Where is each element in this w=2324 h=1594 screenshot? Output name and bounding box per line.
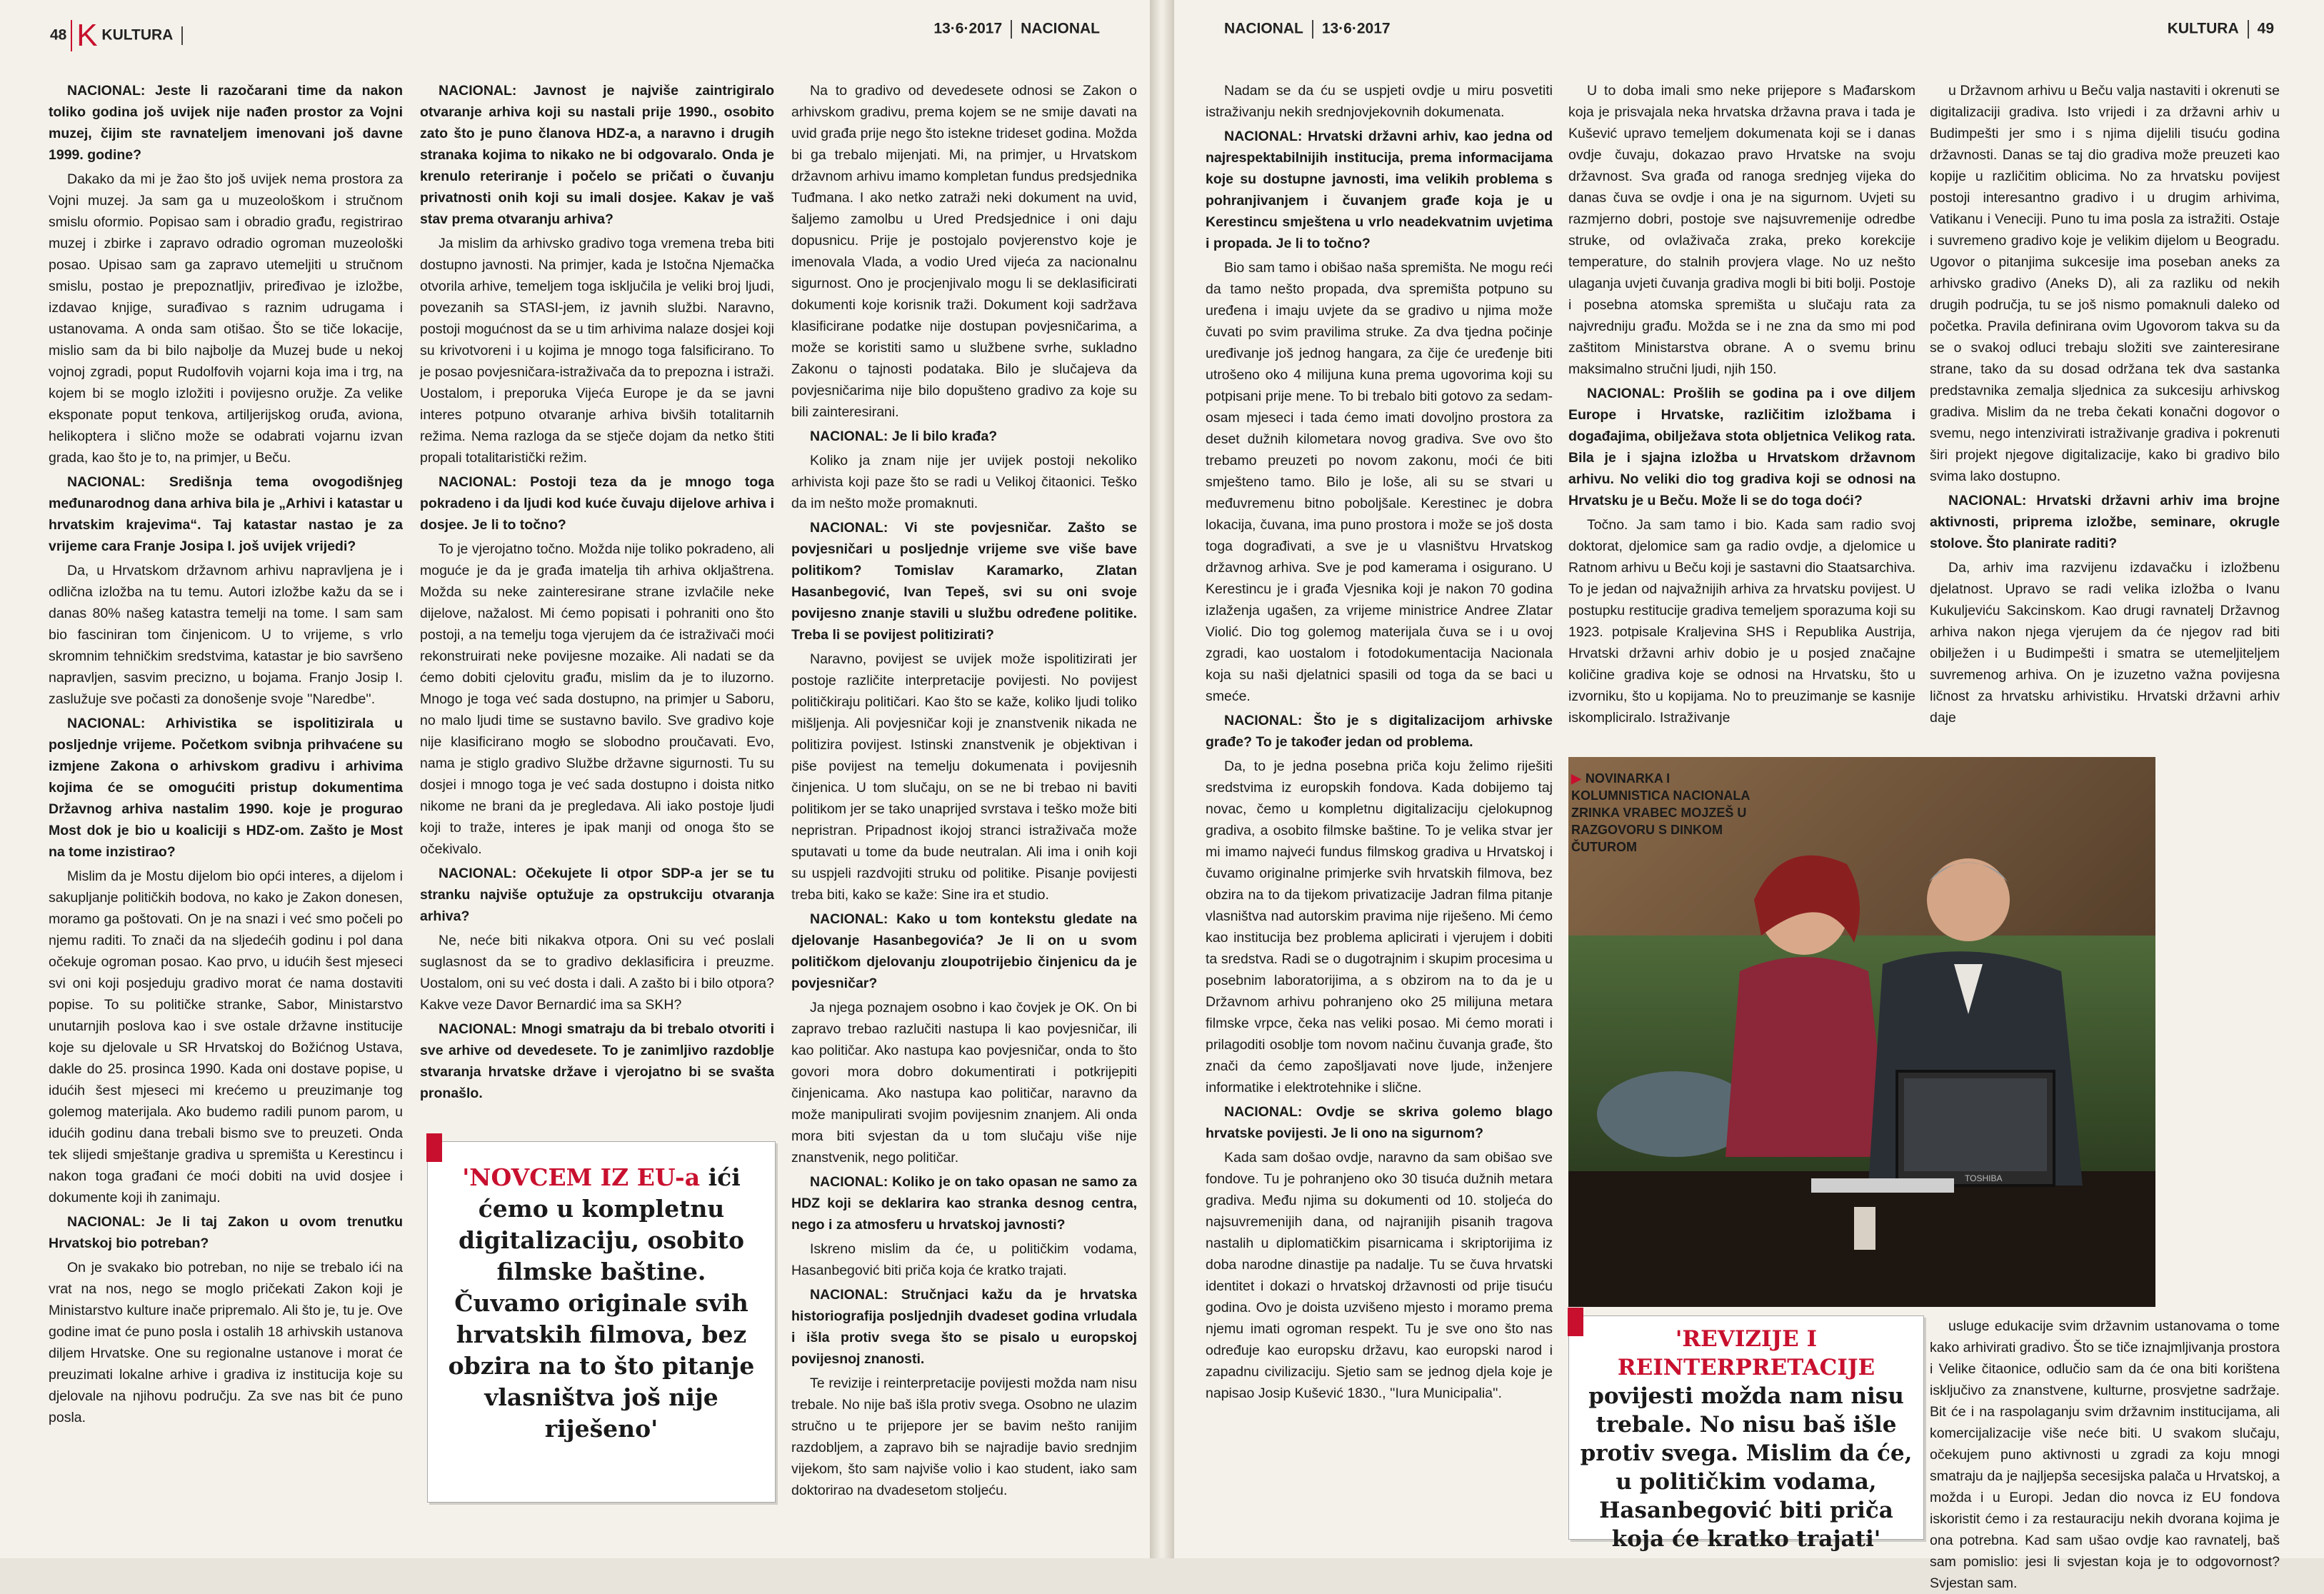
pull-quote-left xyxy=(427,1141,776,1503)
left-header-meta xyxy=(933,20,1100,39)
interview-answer: Ja njega poznajem osobno i kao čovjek je OK. On bi zapravo trebao razlučiti nastupa li kao povjesničar, ili kao političar. Ako nastupa kao povjesničar, onda to što govori mora dobro dokumentirati i potkrijepiti činjenicama. Ako nastupa kao političar, naravno da može manipulirati svojim povijesnim znanjem. Ali onda mora biti svjestan da u tom slučaju više nije znanstvenik, nego političar. xyxy=(791,1000,1137,1166)
pull-quote-left-lead: 'NOVCEM IZ EU-a xyxy=(462,1163,701,1191)
article-column-7 xyxy=(1930,1315,2280,1591)
divider xyxy=(181,26,183,45)
interview-answer: U to doba imali smo neke prijepore s Mađarskom koja je prisvajala neka hrvatska državna prava i tada je Kušević upravo temeljem dokumenata koji se i danas ovdje čuvaju, dokazao pravo Hrvatske na svoju državnost. Sva građa od ranoga srednjeg vijeka do danas čuva se ovdje i ona je na sigurnom. Uvjeti su razmjerno dobri, postoje sve najsuvremenije odredbe struke, od ovlaživača zraka, preko korekcije temperature, do stalnih provjera vlage. No uz nešto ulaganja uvjeti čuvanja gradiva mogli bi biti bolji. Postoje i posebna atomska spremišta u slučaju rata za najvredniju građu. Možda se i ne zna da smo mi pod zaštitom Ministarstva obrane. A o svemu brinu maksimalno stručni ljudi, njih 150. xyxy=(1568,83,1915,377)
interview-question: NACIONAL: Stručnjaci kažu da je hrvatska historiografija posljednjih dvadeset godina vrludala i išla protiv svega što se pisalo u europskoj povijesnoj znanosti. xyxy=(791,1287,1137,1367)
interview-question: NACIONAL: Središnja tema ovogodišnjeg međunarodnog dana arhiva bila je „Arhivi i katastar u hrvatskim krajevima“. Taj katastar nastao je za vrijeme cara Franje Josipa I. još uvijek vrijedi? xyxy=(49,474,403,554)
left-page xyxy=(0,0,1150,1558)
photo-caption xyxy=(1571,770,1764,856)
divider xyxy=(2248,20,2249,39)
interview-question: NACIONAL: Javnost je najviše zaintrigiralo otvaranje arhiva koji su nastali prije 1990., osobito zato što je puno članova HDZ-a, a naravno i drugih stranaka kojima to nikako ne bi odgovaralo. Onda je krenulo reteriranje i počelo se pričati o čuvanju privatnosti onih koji su imali dosjee. Kakav je vaš stav prema otvaranju arhiva? xyxy=(420,83,774,227)
interview-question: NACIONAL: Je li taj Zakon u ovom trenutku Hrvatskoj bio potreban? xyxy=(49,1214,403,1251)
publication-right: NACIONAL xyxy=(1224,20,1303,37)
photo-caption-text: NOVINARKA I KOLUMNISTICA NACIONALA ZRINKA VRABEC MOJZEŠ U RAZGOVORU S DINKOM ČUTUROM xyxy=(1571,771,1750,854)
interview-answer: Iskreno mislim da će, u političkim vodama, Hasanbegović biti priča koja će kratko trajati. xyxy=(791,1241,1137,1278)
interview-answer: Nadam se da ću se uspjeti ovdje u miru posvetiti istraživanju nekih srednjovjekovnih dokumenata. xyxy=(1206,83,1553,120)
pull-quote-right-text: povijesti možda nam nisu trebale. No nisu baš išle protiv svega. Mislim da će, u političkim vodama, Hasanbegović biti priča koja će kratko trajati' xyxy=(1580,1383,1913,1552)
pull-quote-right-lead: 'REVIZIJE I REINTERPRETACIJE xyxy=(1617,1326,1875,1380)
section-logo: K xyxy=(71,20,97,51)
interview-question: NACIONAL: Vi ste povjesničar. Zašto se povjesničari u posljednje vrijeme sve više bave politikom? Tomislav Karamarko, Zlatan Hasanbegović, Ivan Tepeš, svi su oni svoje povijesno znanje stavili u službu određene politike. Treba li se povijest politizirati? xyxy=(791,520,1137,643)
interview-answer: Da, u Hrvatskom državnom arhivu napravljena je i odlična izložba na tu temu. Autori izložbe kažu da se i danas 80% našeg katastra temelji na tome. I sam sam bio fasciniran tom činjenicom. U to vrijeme, s vrlo skromnim tehničkim sredstvima, katastar je bio savršeno napravljen, sasvim precizno, u bojama. Franjo Josip I. zaslužuje sve počasti za donošenje svoje ''Naredbe''. xyxy=(49,563,403,707)
publication-left: NACIONAL xyxy=(1021,20,1100,37)
divider xyxy=(1011,20,1012,39)
interview-question: NACIONAL: Arhivistika se ispolitizirala u posljednje vrijeme. Početkom svibnja prihvaćene su izmjene Zakona o arhivskom gradivu i arhivima kojima će se omogućiti pristup dokumentima Državnog arhiva nastalim 1990. koje je progurao Most dok je bio u koaliciji s HDZ-om. Zašto je Most na tome inzistirao? xyxy=(49,716,403,860)
caption-arrow-icon: ▶ xyxy=(1571,771,1581,786)
interview-answer: Kada sam došao ovdje, naravno da sam obišao sve fondove. Tu je pohranjeno oko 30 tisuća dužnih metara gradiva. Među njima su dokumenti od 10. stoljeća do najsuvremenijih dana, od najranijih pisanih tragova nastalih u diplomatičkim pisarnicama i skriptorijima iz doba narodne dinastije pa nadalje. Tu se čuva hrvatski identitet i dokazi o hrvatskoj državnosti od prije tisuću godina. Ovo je doista uzvišeno mjesto i moramo prema njemu imati ogroman respekt. Tu je sve ono što nas određuje kao europsku državu, kao europski narod i zapadnu civilizaciju. Sjetio sam se jednog djela koje je napisao Josip Kušević 1830., ''Iura Municipalia''. xyxy=(1206,1150,1553,1401)
interview-answer: Naravno, povijest se uvijek može ispolitizirati jer postoje različite interpretacije povijesti. No povijest političkiraju političari. Kao što se kaže, koliko ljudi toliko mišljenja. Ali povjesničar koji je znanstvenik nikada ne politizira povijest. Istinski znanstvenik je objektivan i piše povijest na temelju dokumenata i povijesnih činjenica. U tom slučaju, on se ne bi trebao ni baviti politikom jer se tako unaprijed svrstava i teško može biti nepristran. Pripadnost ikojoj stranci istraživača može sputavati u tome da bude neutralan. Ali ima i onih koji su uspjeli razdvojiti struku od politike. Pisanje povijesti treba biti, kako se kaže: Sine ira et studio. xyxy=(791,651,1137,903)
interview-question: NACIONAL: Prošlih se godina pa i ove diljem Europe i Hrvatske, različitim izložbama i događajima, obilježava stota obljetnica Velikog rata. Bila je i sjajna izložba u Hrvatskom državnom arhivu. No veliki dio tog gradiva koji se odnosi na Hrvatsku je u Beču. Može li se do toga doći? xyxy=(1568,386,1915,508)
interview-question: NACIONAL: Ovdje se skriva golemo blago hrvatske povijesti. Je li ono na sigurnom? xyxy=(1206,1104,1553,1141)
pull-quote-right xyxy=(1568,1315,1924,1552)
interview-answer: Te revizije i reinterpretacije povijesti možda nam nisu trebale. No nije baš išla protiv svega. Osobno ne ulazim stručno u te prijepore jer se bavim nešto ranijim razdobljem, a zapravo bih se najradije bavio srednjim vijekom, što sam najviše volio i kao student, iako sam doktorirao na dvadesetom stoljeću. xyxy=(791,1375,1137,1498)
date-left: 13·6·2017 xyxy=(933,20,1003,37)
interview-answer: Koliko ja znam nije jer uvijek postoji nekoliko arhivista koji paze što se radi u Velikoj čitaonici. Teško da im nešto može promaknuti. xyxy=(791,453,1137,511)
page-number-left: 48 xyxy=(50,26,67,44)
page-number-right: 49 xyxy=(2257,20,2274,37)
interview-question: NACIONAL: Jeste li razočarani time da nakon toliko godina još uvijek nije nađen prostor za Vojni muzej, čijim ste ravnateljem imenovani još davne 1999. godine? xyxy=(49,83,403,163)
interview-answer: To je vjerojatno točno. Možda nije toliko pokradeno, ali moguće je da je građa imatelja tih arhiva okljaštrena. Možda su neke zainteresirane strane izvlačile neke dijelove, nažalost. Mi ćemo popisati i pohraniti ono što postoji, a na temelju toga vjerujem da će istraživači moći rekonstruirati neke povijesne mozaike. Ali nadati se da ćemo dobiti cjelovitu građu, mislim da je to iluzorno. Mnogo je toga već sada dostupno, na primjer u Saboru, no malo ljudi time se sustavno bavilo. Sve gradivo koje nije klasificirano mogło se slobodno proučavati. Evo, nama je stiglo gradivo Službe državne sigurnosti. Tu su dosjei i mnogo toga je već sada dostupno i doista nitko nikome ne brani da je pregledava. Ali iako postoje ljudi koji to traže, interes je ipak manji od onoga što se očekivalo. xyxy=(420,541,774,857)
binding-gutter xyxy=(1150,0,1174,1558)
interview-answer: Mislim da je Mostu dijelom bio opći interes, a dijelom i sakupljanje političkih bodova, no kako je Zakon donesen, moramo ga poštovati. On je na snazi i već smo počeli po njemu raditi. To znači da na sljedećih godinu i pol dana očekuje ogroman posao. Kao prvo, u idućih šest mjeseci svi oni koji posjeduju gradivo morat će nama dostaviti popise. To su političke stranke, Sabor, Ministarstvo unutarnjih poslova kao i sve ostale državne institucije koje su djelovale u SR Hrvatskoj do Božićnog Ustava, dakle do 25. prosinca 1990. Kada oni dostave popise, u idućih šest mjeseci mi krećemo u preuzimanje tog golemog materijala. Ako budemo radili punom parom, u idućih godinu dana trebali bismo sve to preuzeti. Onda tek slijedi smještanje gradiva u spremišta u Kerestincu i nakon toga građani će moći dobiti na uvid dosjee i dokumente koji ih zanimaju. xyxy=(49,868,403,1205)
left-page-header xyxy=(50,20,1100,56)
interview-answer: Ja mislim da arhivsko gradivo toga vremena treba biti dostupno javnosti. Na primjer, kada je Istočna Njemačka otvorila arhive, temeljem toga isključila je veliki broj ljudi, povezanih sa STASI-jem, iz javnih službi. Naravno, postoji mogućnost da se u tim arhivima nalaze dosjei koji su krivotvoreni i u kojima je mnogo toga falsificirano. To je posao povjesničara-istraživača da to prepozna i istraži. Uostalom, i preporuka Vijeća Europe je da se javni interes potpuno otvaranje arhiva bivših totalitarnih režima. Nema razloga da se stječe dojam da netko štiti propali totalitaristički režim. xyxy=(420,236,774,466)
right-header-meta xyxy=(2168,20,2274,39)
interview-answer: Bio sam tamo i obišao naša spremišta. Ne mogu reći da tamo nešto propada, dva spremišta potpuno su uređena i imaju uvjete da se gradivo u njima može čuvati po svim pravilima struke. Za dva tjedna počinje uređivanje još jednog hangara, za čije će uređenje biti utrošeno oko 4 milijuna kuna prema ugovorima koji su potpisani prije mene. To bi trebalo biti gotovo za sedam-osam mjeseci i tada ćemo imati dovoljno prostora za deset dužnih kilometara novog gradiva. Sve ovo što trebamo preuzeti po novom zakonu, moći će biti smješteno tamo. Bilo je loše, ali su se stvari u međuvremenu bitno poboljšale. Kerestinec je dobra lokacija, čuvana, ima puno prostora i može se još dosta toga dograđivati, a sve je u vlasništvu Hrvatskog državnog arhiva. Sve je pod kamerama i osigurano. U Kerestincu je i građa Vjesnika koji je nakon 70 godina izlaženja ugašen, za vrijeme ministrice Andree Zlatar Violić. Dio tog golemog materijala čuva se i u ovoj zgradi, kao uostalom i fotodokumentacija Nacionala koja su naši djelatnici spasili od toga da se baci u smeće. xyxy=(1206,260,1553,704)
interview-answer: usluge edukacije svim državnim ustanovama o tome kako arhivirati gradivo. Što se tiče iznajmljivanja prostora i Velike čitaonice, odlučio sam da će ona biti korištena isključivo za znanstvene, kulturne, prosvjetne sadržaje. Bit će i na raspolaganju svim državnim institucijama, ali komercijalizacije više neće biti. U svakom slučaju, očekujem puno aktivnosti u zgradi za koju mnogi smatraju da je najljepša secesijska palača u Hrvatskoj, a možda i u Europi. Jedan dio novca iz EU fondova iskoristit ćemo i za restauraciju nekih dvorana kojima je ona potrebna. Kad sam ušao ovdje kao ravnatelj, baš sam pomislio: jesi li svjestan koja je to odgovornost? Svjestan sam. xyxy=(1930,1318,2280,1591)
section-name-left: KULTURA xyxy=(101,26,174,44)
interview-answer: Da, arhiv ima razvijenu izdavačku i izložbenu djelatnost. Upravo se radi velika izložba o Ivanu Kukuljeviću Sakcinskom. Kao drugi ravnatelj Državnog arhiva nakon njega vjerujem da će njegov rad biti obilježen i u Budimpešti i smatra se utemeljiteljem suvremenog arhiva. On je izuzetno važna povijesna ličnost za hrvatsku arhivistiku. Hrvatski državni arhiv daje xyxy=(1930,560,2280,726)
interview-answer: Dakako da mi je žao što još uvijek nema prostora za Vojni muzej. Ja sam ga u muzeološkom i stručnom smislu oformio. Popisao sam i obradio građu, registrirao muzej i zbirke i zapravo odradio ogroman muzeološki posao. Upisao sam ga zapravo utemeljiti u stručnom smislu, postao je prepoznatljiv, priređivao je izložbe, izdavao knjige, surađivao s raznim udrugama i ustanovama. A onda sam otišao. Što se tiče lokacije, mislio sam da bi bilo najbolje da Muzej bude u nekoj vojnoj zgradi, poput Rudolfovih vojarni koja ima i trg, na kojem bi se moglo izložiti i povijesno oružje. Za velike eksponate poput tenkova, artiljerijskog oruđa, aviona, helikoptera i slično može se odabrati vojarnu izvan grada, kao što je to, na primjer, u Beču. xyxy=(49,171,403,466)
interview-question: NACIONAL: Kako u tom kontekstu gledate na djelovanje Hasanbegovića? Je li on u svom političkom djelovanju zloupotrijebio činjenicu da je povjesničar? xyxy=(791,911,1137,991)
interview-question: NACIONAL: Očekujete li otpor SDP-a jer se tu stranku najviše optužuje za opstrukciju otvaranja arhiva? xyxy=(420,866,774,924)
interview-answer: On je svakako bio potreban, no nije se trebalo ići na vrat na nos, nego se moglo pričekati Zakon koji je Ministarstvo kulture inače pripremalo. Ali što je, tu je. Ove godine imat će puno posla i ostalih 18 arhivskih ustanova diljem Hrvatske. One su regionalne ustanove i morat će preuzimati lokalne arhive i gradiva iz institucija koje su djelovale na njihovu području. Za sve nas bit će puno posla. xyxy=(49,1260,403,1425)
interview-question: NACIONAL: Mnogi smatraju da bi trebalo otvoriti i sve arhive od devedesete. To je zanimljivo razdoblje stvaranja hrvatske države i vjerojatno bi se svašta pronašlo. xyxy=(420,1021,774,1101)
article-column-5 xyxy=(1568,80,1915,751)
interview-answer: Točno. Ja sam tamo i bio. Kada sam radio svoj doktorat, djelomice sam ga radio ovdje, a djelomice u Ratnom arhivu u Beču koji je sastavni dio Staatsarchiva. To je jedan od najvažnijih arhiva za hrvatsku povijest. U postupku restitucije gradiva temeljem sporazuma koji su 1923. potpisale Kraljevina SHS i Republika Austrija, Hrvatski državni arhiv dobio je u posjed značajne količine gradiva koje se odnosi na Hrvatsku, što u izvorniku, što u kopijama. No to preuzimanje se kasnije iskompliciralo. Istraživanje xyxy=(1568,517,1915,726)
right-page-header xyxy=(1224,20,2274,56)
article-column-6 xyxy=(1930,80,2280,751)
interview-answer: Na to gradivo od devedesete odnosi se Zakon o arhivskom gradivu, prema kojem se ne smije davati na uvid građa prije nego što istekne trideset godina. Možda bi ga trebalo mijenjati. Mi, na primjer, u Hrvatskom državnom arhivu imamo kompletan fundus predsjednika Tuđmana. I ako netko zatraži neki dokument na uvid, šaljemo zamolbu u Ured Predsjednice i oni daju dopusnicu. Prije je postojalo povjerenstvo koje je imenovala Vlada, a vodio Ured vijeća za nacionalnu sigurnost. Ono je procjenjivalo mogu li se deklasificirati dokumenti koje korisnik traži. Dokument koji sadržava klasificirane podatke nije dostupan povjesničarima, a može se koristiti samo u službene svrhe, sukladno Zakonu o tajnosti podataka. Bilo je slučajeva da povjesničarima nije bilo dopušteno gradivo za koje su bili zainteresirani. xyxy=(791,83,1137,420)
pull-quote-marker xyxy=(1568,1308,1583,1336)
interview-question: NACIONAL: Postoji teza da je mnogo toga pokradeno i da ljudi kod kuće čuvaju dijelove arhiva i dosjee. Je li to točno? xyxy=(420,474,774,533)
interview-answer: Ne, neće biti nikakva otpora. Oni su već poslali suglasnost da se to gradivo deklasificira i preuzme. Uostalom, oni su već dosta i dali. A zašto bi i bilo otpora? Kakve veze Davor Bernardić ima sa SKH? xyxy=(420,933,774,1013)
date-right: 13·6·2017 xyxy=(1321,20,1391,37)
interview-question: NACIONAL: Što je s digitalizacijom arhivske građe? To je također jedan od problema. xyxy=(1206,713,1553,750)
article-column-4 xyxy=(1206,80,1553,1530)
section-name-right: KULTURA xyxy=(2167,20,2239,37)
interview-question: NACIONAL: Koliko je on tako opasan ne samo za HDZ koji se deklarira kao stranka desnog centra, nego i za atmosferu u hrvatskoj javnosti? xyxy=(791,1174,1137,1233)
interview-question: NACIONAL: Hrvatski državni arhiv, kao jedna od najrespektabilnijih institucija, prema informacijama koje su dostupne javnosti, ima velikih problema s pohranjivanjem i čuvanjem građe koja je u Kerestincu smještena u vrlo neadekvatnim uvjetima i propada. Je li to točno? xyxy=(1206,129,1553,251)
interview-answer: u Državnom arhivu u Beču valja nastaviti i okrenuti se digitalizaciji gradiva. Isto vrijedi i za državni arhiv u Budimpešti jer smo i s njima dijelili tisuću godina državnosti. Danas se taj dio gradiva može preuzeti kao kopije u različitim oblicima. No za hrvatsku povijest postoji interesantno gradivo i u drugim arhivima, Vatikanu i Veneciji. Puno tu ima posla za istražiti. Ostaje i suvremeno gradivo koje je velikim dijelom u Beogradu. Ugovor o pitanjima sukcesije ima poseban aneks za arhivsko gradivo (Aneks D), ali za razliku od nekih drugih područja, tu se još nismo pomaknuli daleko od početka. Pravila definirana ovim Ugovorom takva su da se o svakoj odluci trebaju složiti sve zainteresirane strane, tako da su dosad održana tek dva sastanka predstavnika zemalja sljednica za sukcesiju arhivskog gradiva. Mislim da ne treba čekati konačni dogovor o svemu, nego intenzivirati istraživanje gradiva i pokrenuti širi projekt njegove digitalizacije, kako bi gradivo bilo svima lako dostupno. xyxy=(1930,83,2280,484)
interview-question: NACIONAL: Hrvatski državni arhiv ima brojne aktivnosti, priprema izložbe, seminare, okrugle stolove. Što planirate raditi? xyxy=(1930,493,2280,551)
interview-question: NACIONAL: Je li bilo krađa? xyxy=(810,428,998,444)
laptop-brand: TOSHIBA xyxy=(1965,1173,2003,1183)
divider xyxy=(1312,20,1313,39)
article-column-3 xyxy=(791,80,1137,1530)
interview-answer: Da, to je jedna posebna priča koju želimo riješiti sredstvima iz europskih fondova. Kada dobijemo taj novac, čemo u kompletnu digitalizaciju cjelokupnog gradiva, a osobito filmske baštine. To je velika stvar jer mi imamo najveći fundus filmskog gradiva u Hrvatskoj i čuvamo originalne primjerke svih hrvatskih filmova, bez obzira na to da tijekom privatizacije Jadran filma pitanje vlasništva nad autorskim pravima nije riješeno. Mi ćemo kao institucija bez problema aplicirati i vjerujem i dobiti ta sredstva. Radi se o dugotrajnim i skupim procesima u posebnim laboratorijima, a s obzirom na to da je u Državnom arhivu pohranjeno oko 25 milijuna metara filmske vrpce, čeka nas veliki posao. Mi ćemo morati i prilagoditi osoblje tom novom načinu čuvanja građe, što znači da ćemo zapošljavati nove ljude, inženjere informatike i elektrotehnike i slične. xyxy=(1206,758,1553,1096)
article-column-2 xyxy=(420,80,774,1130)
pull-quote-left-text: ići ćemo u kompletnu digitalizaciju, osobito filmske baštine. Čuvamo originale svih hrvatskih filmova, bez obzira na to što pitanje vlasništva još nije riješeno' xyxy=(448,1163,755,1443)
article-column-1 xyxy=(49,80,403,1530)
pull-quote-marker xyxy=(426,1133,442,1162)
